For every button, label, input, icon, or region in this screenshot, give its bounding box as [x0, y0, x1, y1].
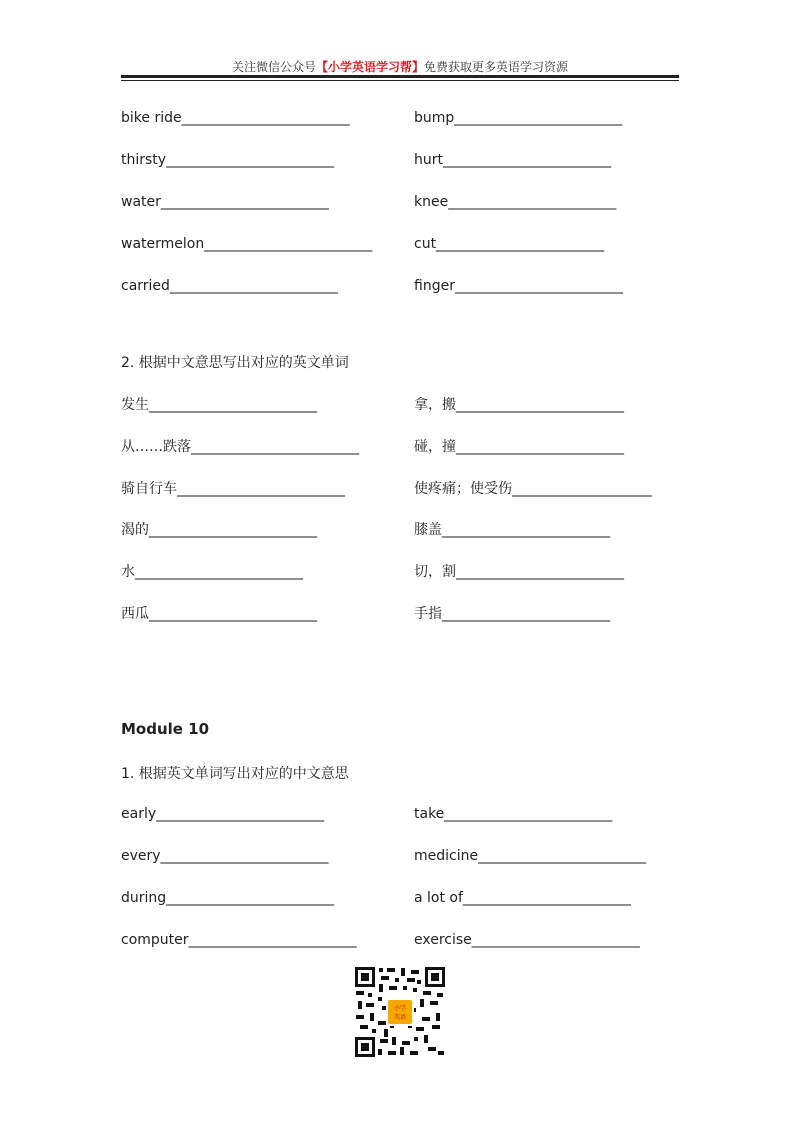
qr-logo-text-bottom: 英语: [393, 1014, 407, 1021]
header-rule-thin: [121, 80, 679, 81]
page-header: [0, 58, 800, 75]
s1-left-2: water________________________: [121, 194, 329, 210]
m10-right-3: exercise________________________: [414, 932, 640, 948]
s1-left-4: carried________________________: [121, 278, 338, 294]
m10-right-2: a lot of________________________: [414, 890, 631, 906]
s1-right-3: cut________________________: [414, 236, 605, 252]
module10-title: 1. 根据英文单词写出对应的中文意思: [121, 766, 349, 782]
s2-left-0: 发生________________________: [121, 397, 317, 413]
s2-right-1: 碰，撞________________________: [414, 439, 624, 455]
qr-code-icon: [354, 966, 446, 1058]
s2-left-1: 从……跌落________________________: [121, 439, 359, 455]
s2-right-0: 拿，搬________________________: [414, 397, 624, 413]
s2-right-3: 膝盖________________________: [414, 522, 610, 538]
header-brand: 【小学英语学习帮】: [315, 60, 424, 74]
header-suffix: 免费获取更多英语学习资源: [424, 60, 569, 74]
qr-logo-text-top: 小学: [393, 1005, 407, 1012]
s2-left-4: 水________________________: [121, 564, 303, 580]
m10-right-1: medicine________________________: [414, 848, 647, 864]
s1-right-0: bump________________________: [414, 110, 623, 126]
s2-left-5: 西瓜________________________: [121, 606, 317, 622]
s2-left-3: 渴的________________________: [121, 522, 317, 538]
header-rule-thick: [121, 75, 679, 78]
s2-right-2: 使疼痛；使受伤____________________: [414, 481, 652, 497]
s1-right-2: knee________________________: [414, 194, 617, 210]
m10-right-0: take________________________: [414, 806, 613, 822]
section2-title: 2. 根据中文意思写出对应的英文单词: [121, 355, 349, 371]
s1-right-1: hurt________________________: [414, 152, 611, 168]
m10-left-1: every________________________: [121, 848, 329, 864]
s1-left-0: bike ride________________________: [121, 110, 350, 126]
s1-left-3: watermelon________________________: [121, 236, 373, 252]
module10-heading: Module 10: [121, 720, 210, 738]
s1-left-1: thirsty________________________: [121, 152, 335, 168]
s2-right-5: 手指________________________: [414, 606, 610, 622]
header-prefix: 关注微信公众号: [231, 60, 316, 74]
s2-right-4: 切，割________________________: [414, 564, 624, 580]
s2-left-2: 骑自行车________________________: [121, 481, 345, 497]
m10-left-3: computer________________________: [121, 932, 357, 948]
s1-right-4: finger________________________: [414, 278, 623, 294]
m10-left-0: early________________________: [121, 806, 325, 822]
m10-left-2: during________________________: [121, 890, 335, 906]
